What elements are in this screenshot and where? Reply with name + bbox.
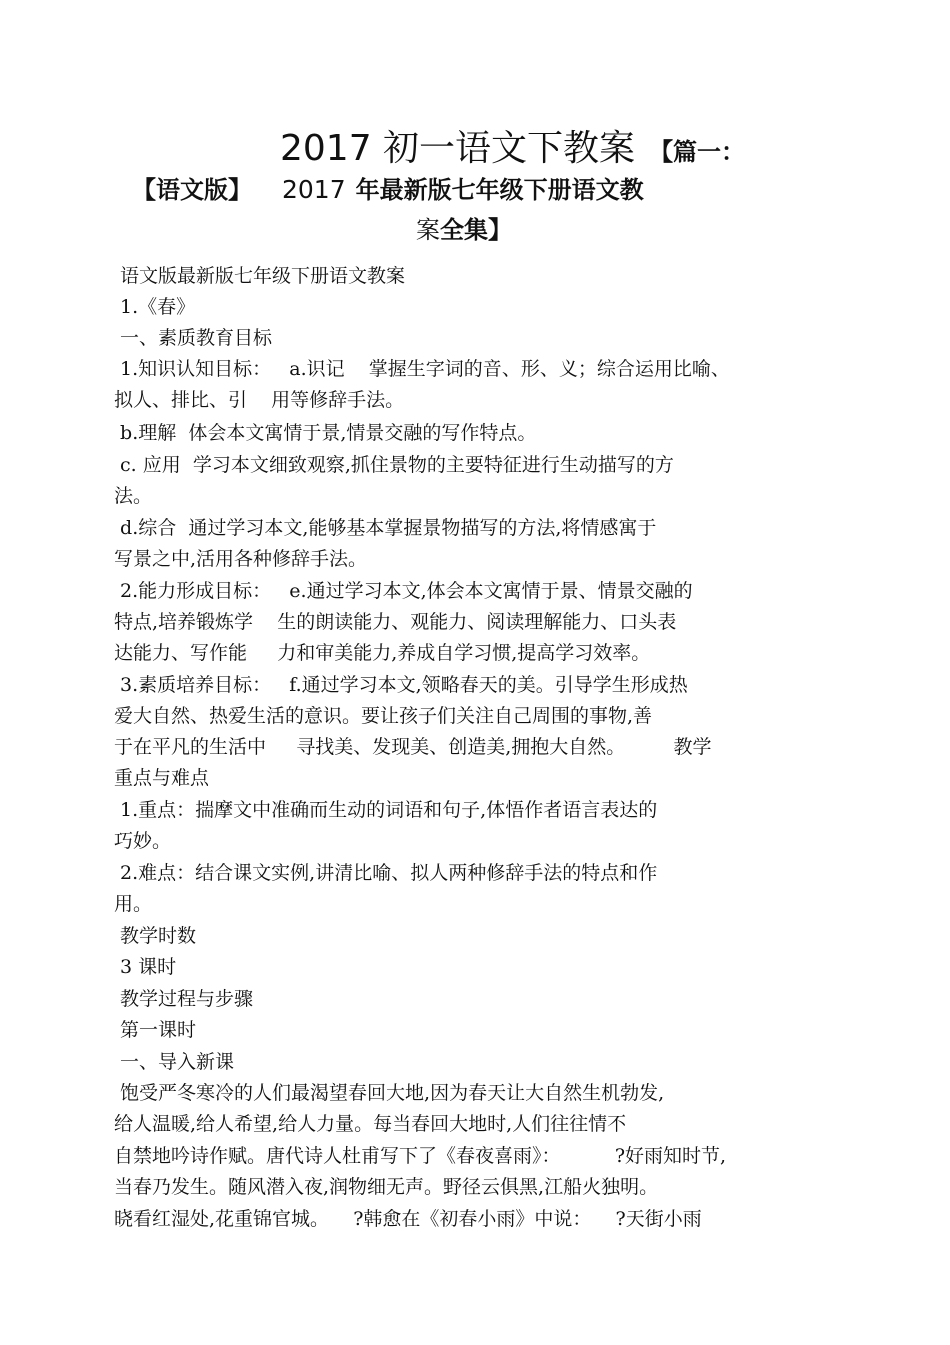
text-line: 巧妙。 bbox=[114, 830, 172, 852]
text-line: 用。 bbox=[114, 893, 153, 915]
doc-title-bracket: 【语文版】 bbox=[132, 176, 252, 204]
doc-title-line-3 bbox=[416, 210, 512, 245]
text-line: 特点,培养锻炼学 生的朗读能力、观能力、阅读理解能力、口头表 bbox=[114, 611, 677, 633]
doc-title-tail: 【篇一： bbox=[649, 138, 746, 166]
doc-title-year: 2017 bbox=[282, 175, 346, 204]
text-line: 一、素质教育目标 bbox=[114, 327, 273, 349]
text-line: 重点与难点 bbox=[114, 767, 210, 789]
text-line: c. 应用 学习本文细致观察,抓住景物的主要特征进行生动描写的方 bbox=[114, 454, 674, 476]
text-line: 当春乃发生。随风潜入夜,润物细无声。野径云俱黑,江船火独明。 bbox=[114, 1176, 659, 1198]
text-line: 写景之中,活用各种修辞手法。 bbox=[114, 548, 368, 570]
doc-title-rest: 年最新版七年级下册语文教 bbox=[355, 176, 644, 204]
text-line: 给人温暖,给人希望,给人力量。每当春回大地时,人们往往情不 bbox=[114, 1113, 627, 1135]
text-line: b.理解 体会本文寓情于景,情景交融的写作特点。 bbox=[114, 422, 537, 444]
text-line: d.综合 通过学习本文,能够基本掌握景物描写的方法,将情感寓于 bbox=[114, 517, 657, 539]
text-line: 自禁地吟诗作赋。唐代诗人杜甫写下了《春夜喜雨》： ?好雨知时节, bbox=[114, 1145, 727, 1167]
text-line: 语文版最新版七年级下册语文教案 bbox=[114, 265, 406, 287]
text-line: 1.《春》 bbox=[114, 296, 196, 318]
text-line: 于在平凡的生活中 寻找美、发现美、创造美,拥抱大自然。 教学 bbox=[114, 736, 712, 758]
text-line: 饱受严冬寒冷的人们最渴望春回大地,因为春天让大自然生机勃发, bbox=[114, 1082, 665, 1104]
text-line: 2.能力形成目标： e.通过学习本文,体会本文寓情于景、情景交融的 bbox=[114, 580, 693, 602]
text-line: 教学过程与步骤 bbox=[114, 988, 254, 1010]
text-line: 拟人、排比、引 用等修辞手法。 bbox=[114, 389, 405, 411]
doc-title-line-2 bbox=[132, 170, 644, 205]
text-line: 晓看红湿处,花重锦官城。 ?韩愈在《初春小雨》中说： ?天街小雨 bbox=[114, 1208, 702, 1230]
text-line: 教学时数 bbox=[114, 925, 197, 947]
text-line: 达能力、写作能 力和审美能力,养成自学习惯,提高学习效率。 bbox=[114, 642, 651, 664]
text-line: 法。 bbox=[114, 485, 153, 507]
text-line: 2.难点：结合课文实例,讲清比喻、拟人两种修辞手法的特点和作 bbox=[114, 862, 658, 884]
text-line: 1.知识认知目标： a.识记 掌握生字词的音、形、义；综合运用比喻、 bbox=[114, 358, 730, 380]
text-line: 一、导入新课 bbox=[114, 1051, 235, 1073]
text-line: 3 课时 bbox=[114, 956, 177, 978]
text-line: 3.素质培养目标： f.通过学习本文,领略春天的美。引导学生形成热 bbox=[114, 674, 688, 696]
text-line: 第一课时 bbox=[114, 1019, 197, 1041]
text-line: 爱大自然、热爱生活的意识。要让孩子们关注自己周围的事物,善 bbox=[114, 705, 653, 727]
doc-title-end-a: 案 bbox=[416, 216, 440, 244]
text-line: 1.重点：揣摩文中准确而生动的词语和句子,体悟作者语言表达的 bbox=[114, 799, 658, 821]
doc-title-main: 2017 初一语文下教案 bbox=[280, 128, 636, 169]
doc-title-end-b: 全集】 bbox=[440, 216, 512, 244]
doc-title-line-1 bbox=[280, 120, 745, 171]
